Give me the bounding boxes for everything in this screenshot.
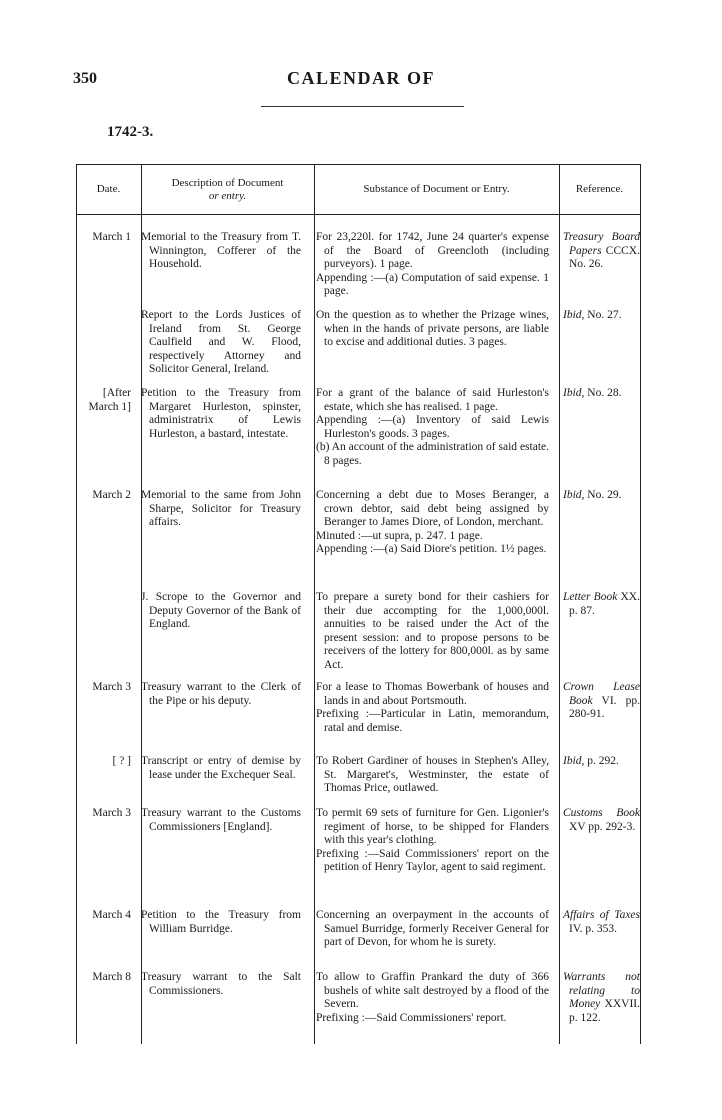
entry-description: Transcript or entry of demise by lease under the Exchequer Seal. (141, 755, 301, 781)
entry-reference: Affairs of Taxes IV. p. 353. (563, 909, 640, 935)
entry-substance: To prepare a surety bond for their cashiers for their due accompting for the 1,000,000l. annuities to be raised under the Act of the present session: and to propose persons to be receivers of the lottery for 800,000l. as by same Act. (316, 591, 549, 671)
entry-substance: To permit 69 sets of furniture for Gen. Ligonier's regiment of horse, to be shipped for Flanders with this year's clothing. Prefixing :—Said Commissioners' report on the petition of Henry Taylor, agent to said regiment. (316, 807, 549, 874)
entry-substance: For a grant of the balance of said Hurleston's estate, which she has realised. 1 page. Appending :—(a) Inventory of said Lewis Hurleston's goods. 3 pages. (b) An account of the administration of said estate. 8 pages. (316, 387, 549, 467)
entry-description: Memorial to the Treasury from T. Winnington, Cofferer of the Household. (141, 231, 301, 271)
entry-reference: Crown Lease Book VI. pp. 280-91. (563, 681, 640, 721)
entry-date: March 1 (92, 231, 131, 243)
entry-substance: Concerning an overpayment in the accounts of Samuel Burridge, formerly Receiver General for part of Devon, for whom he is surety. (316, 909, 549, 949)
entry-substance: For a lease to Thomas Bowerbank of houses and lands in and about Portsmouth. Prefixing :—Particular in Latin, memorandum, ratal and demise. (316, 681, 549, 734)
entry-date: March 8 (92, 971, 131, 983)
page-number: 350 (73, 70, 97, 87)
calendar-table (76, 164, 640, 215)
entry-substance: To Robert Gardiner of houses in Stephen's Alley, St. Margaret's, Westminster, the estate of Thomas Price, outlawed. (316, 755, 549, 795)
entry-reference: Warrants not relating to Money XXVII. p. 122. (563, 971, 640, 1024)
header-date: Date. (96, 183, 121, 195)
table-right-border (640, 164, 641, 1044)
entry-reference: Treasury Board Papers CCCX. No. 26. (563, 231, 640, 271)
table-header (76, 165, 640, 215)
entry-substance: For 23,220l. for 1742, June 24 quarter's expense of the Board of Greencloth (including purveyors). 1 page. Appending :—(a) Computation of said expense. 1 page. (316, 231, 549, 298)
entry-date: March 3 (92, 681, 131, 693)
entry-description: Treasury warrant to the Customs Commissioners [England]. (141, 807, 301, 833)
column-divider-2 (314, 164, 315, 1044)
entry-description: Petition to the Treasury from Margaret Hurleston, spinster, administratrix of Lewis Hurleston, a bastard, intestate. (141, 387, 301, 440)
title-rule (261, 106, 464, 107)
entry-substance: On the question as to whether the Prizage wines, when in the hands of private persons, are liable to excise and additional duties. 3 pages. (316, 309, 549, 349)
year-heading: 1742-3. (107, 124, 154, 140)
entry-reference: Customs Book XV pp. 292-3. (563, 807, 640, 833)
entry-description: Treasury warrant to the Salt Commissioners. (141, 971, 301, 997)
entry-date: March 4 (92, 909, 131, 921)
entry-reference: Ibid, No. 27. (563, 309, 622, 321)
entry-substance: Concerning a debt due to Moses Beranger, a crown debtor, said debt being assigned by Beranger to James Diore, of London, merchant. Minuted :—ut supra, p. 247. 1 page. Appending :—(a) Said Diore's petition. 1½ pages. (316, 489, 549, 556)
header-description: Description of Document or entry. (171, 176, 284, 202)
entry-reference: Letter Book XX. p. 87. (563, 591, 640, 617)
entry-reference: Ibid, No. 29. (563, 489, 622, 501)
entry-reference: Ibid, No. 28. (563, 387, 622, 399)
entry-date: March 2 (92, 489, 131, 501)
entry-description: Treasury warrant to the Clerk of the Pipe or his deputy. (141, 681, 301, 707)
header-reference: Reference. (575, 183, 624, 195)
entry-description: Report to the Lords Justices of Ireland from St. George Caulfield and W. Flood, respectively Attorney and Solicitor General, Ireland. (141, 309, 301, 376)
entry-date: [ ? ] (112, 755, 131, 767)
entry-date: [After March 1] (88, 387, 131, 413)
entry-description: Petition to the Treasury from William Burridge. (141, 909, 301, 935)
entry-description: J. Scrope to the Governor and Deputy Governor of the Bank of England. (141, 591, 301, 631)
entry-substance: To allow to Graffin Prankard the duty of 366 bushels of white salt destroyed by a flood of the Severn. Prefixing :—Said Commissioners' report. (316, 971, 549, 1024)
entry-description: Memorial to the same from John Sharpe, Solicitor for Treasury affairs. (141, 489, 301, 529)
entry-reference: Ibid, p. 292. (563, 755, 619, 767)
column-divider-3 (559, 164, 560, 1044)
header-substance: Substance of Document or Entry. (363, 183, 510, 195)
running-title: CALENDAR OF (286, 68, 435, 88)
entry-date: March 3 (92, 807, 131, 819)
